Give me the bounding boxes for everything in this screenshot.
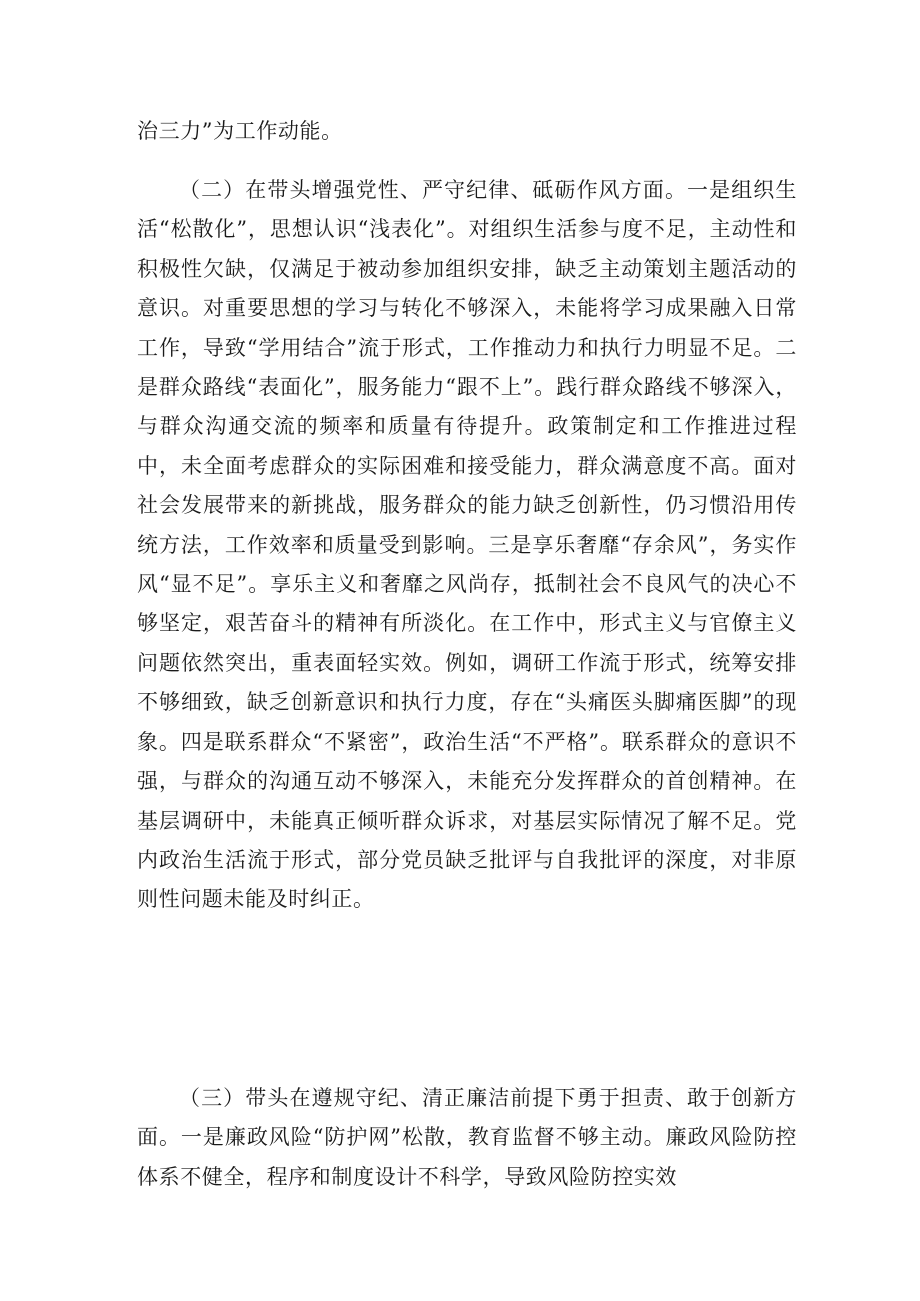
paragraph-section-two: （二）在带头增强党性、严守纪律、砥砺作风方面。一是组织生活“松散化”，思想认识“浅表化”。对组织生活参与度不足，主动性和积极性欠缺，仅满足于被动参加组织安排，缺乏主动策划主题活动的意识。对重要思想的学习与转化不够深入，未能将学习成果融入日常工作，导致“学用结合”流于形式，工作推动力和执行力明显不足。二是群众路线“表面化”，服务能力“跟不上”。践行群众路线不够深入，与群众沟通交流的频率和质量有待提升。政策制定和工作推进过程中，未全面考虑群众的实际困难和接受能力，群众满意度不高。面对社会发展带来的新挑战，服务群众的能力缺乏创新性，仍习惯沿用传统方法，工作效率和质量受到影响。三是享乐奢靡“存余风”，务实作风“显不足”。享乐主义和奢靡之风尚存，抵制社会不良风气的决心不够坚定，艰苦奋斗的精神有所淡化。在工作中，形式主义与官僚主义问题依然突出，重表面轻实效。例如，调研工作流于形式，统筹安排不够细致，缺乏创新意识和执行力度，存在“头痛医头脚痛医脚”的现象。四是联系群众“不紧密”，政治生活“不严格”。联系群众的意识不强，与群众的沟通互动不够深入，未能充分发挥群众的首创精神。在基层调研中，未能真正倾听群众诉求，对基层实际情况了解不足。党内政治生活流于形式，部分党员缺乏批评与自我批评的深度，对非原则性问题未能及时纠正。 [137,178,797,912]
paragraph-continuation: 治三力”为工作动能。 [137,119,343,143]
paragraph-section-three: （三）带头在遵规守纪、清正廉洁前提下勇于担责、敢于创新方面。一是廉政风险“防护网”松散，教育监督不够主动。廉政风险防控体系不健全，程序和制度设计不科学，导致风险防控实效 [137,1086,797,1189]
